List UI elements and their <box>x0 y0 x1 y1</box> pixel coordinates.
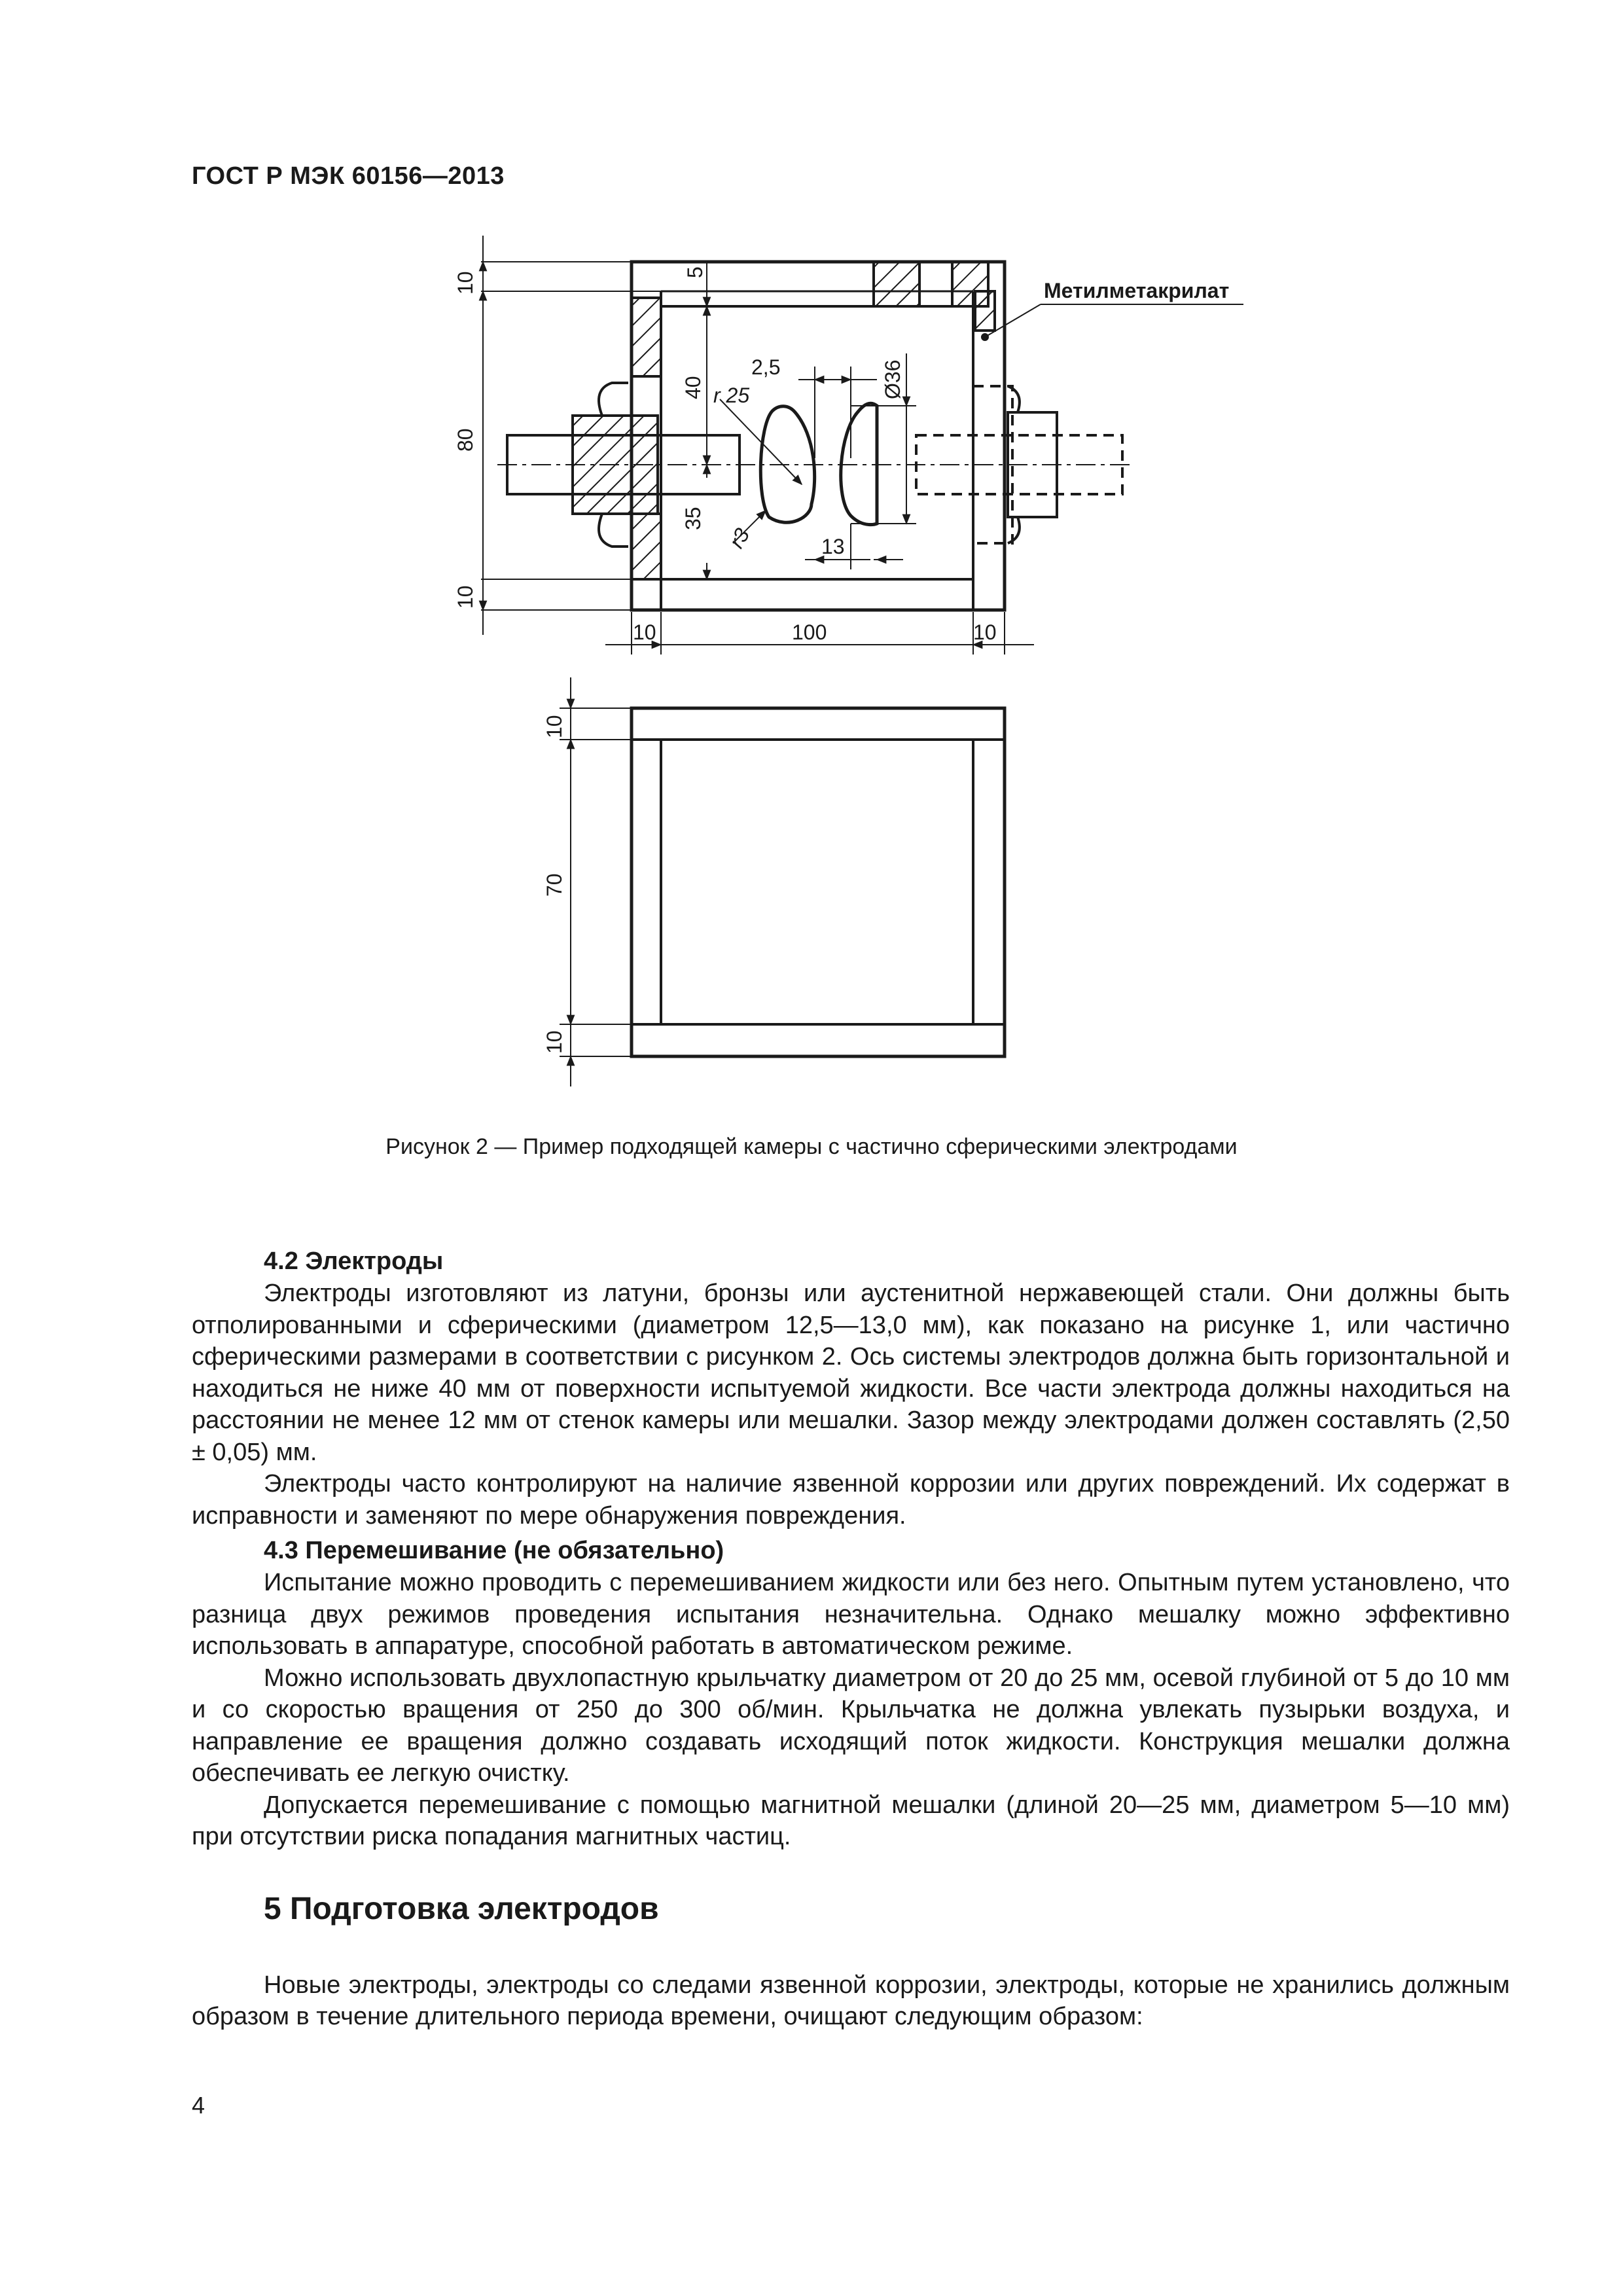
plan-dim-bottom: 10 <box>543 1030 566 1054</box>
material-label: Метилметакрилат <box>1044 279 1230 302</box>
dim-electrode-length: 13 <box>821 535 845 558</box>
plan-dim-inner: 70 <box>543 873 566 897</box>
page-number: 4 <box>192 2092 205 2119</box>
dim-upper-inner: 40 <box>681 376 705 399</box>
dim-height-total: 80 <box>454 428 477 452</box>
section-heading-5: 5 Подготовка электродов <box>264 1891 659 1926</box>
dim-top-gap: 5 <box>683 266 707 278</box>
dim-radius-big: r 25 <box>713 384 750 407</box>
document-header: ГОСТ Р МЭК 60156—2013 <box>192 162 505 190</box>
dim-diameter: Ø36 <box>881 359 904 399</box>
dim-lower-inner: 35 <box>681 507 705 530</box>
dim-inner-width: 100 <box>792 620 827 644</box>
paragraph: Допускается перемешивание с помощью магнитной мешалки (длиной 20—25 мм, диаметром 5—10 мм) при отсутствии риска попадания магнитных частиц. <box>192 1791 1510 1850</box>
body-text <box>192 1245 1510 2033</box>
dim-left-wall: 10 <box>633 620 656 644</box>
paragraph: Можно использовать двухлопастную крыльчатку диаметром от 20 до 25 мм, осевой глубиной от 5 до 10 мм и со скоростью вращения от 250 до 300 об/мин. Крыльчатка не должна увлекать пузырьки воздуха, и направление ее вращения должно создавать исходящий поток жидкости. Конструкция мешалки должна обеспечивать ее легкую очистку. <box>192 1664 1510 1787</box>
dim-bottom-wall: 10 <box>454 585 477 609</box>
dim-right-wall: 10 <box>973 620 997 644</box>
paragraph: Испытание можно проводить с перемешиванием жидкости или без него. Опытным путем установлено, что разница двух режимов проведения испытания незначительна. Однако мешалку можно эффективно использовать в аппаратуре, способной работать в автоматическом режиме. <box>192 1569 1510 1660</box>
technical-drawing <box>0 0 1623 1113</box>
paragraph: Электроды изготовляют из латуни, бронзы или аустенитной нержавеющей стали. Они должны быть отполированными и сферическими (диаметром 12,5—13,0 мм), как показано на рисунке 1, или частично сферическими размерами в соответствии с рисунком 2. Ось системы электродов должна быть горизонтальной и находиться не ниже 40 мм от поверхности испытуемой жидкости. Все части электрода должны находиться на расстоянии не менее 12 мм от стенок камеры или мешалки. Зазор между электродами должен составлять (2,50 ± 0,05) мм. <box>192 1280 1510 1466</box>
section-heading-4-3: 4.3 Перемешивание (не обязательно) <box>264 1537 724 1564</box>
dim-top-wall: 10 <box>454 271 477 295</box>
dim-gap: 2,5 <box>751 355 781 379</box>
paragraph: Новые электроды, электроды со следами язвенной коррозии, электроды, которые не хранились должным образом в течение длительного периода времени, очищают следующим образом: <box>192 1971 1510 2030</box>
figure-caption: Рисунок 2 — Пример подходящей камеры с частично сферическими электродами <box>385 1134 1238 1159</box>
dim-radius-small: r3 <box>724 524 755 552</box>
plan-view <box>560 677 1005 1086</box>
paragraph: Электроды часто контролируют на наличие язвенной коррозии или других повреждений. Их содержат в исправности и заменяют по мере обнаружения повреждения. <box>192 1470 1510 1530</box>
section-heading-4-2: 4.2 Электроды <box>264 1247 444 1275</box>
plan-dim-top: 10 <box>543 715 566 738</box>
